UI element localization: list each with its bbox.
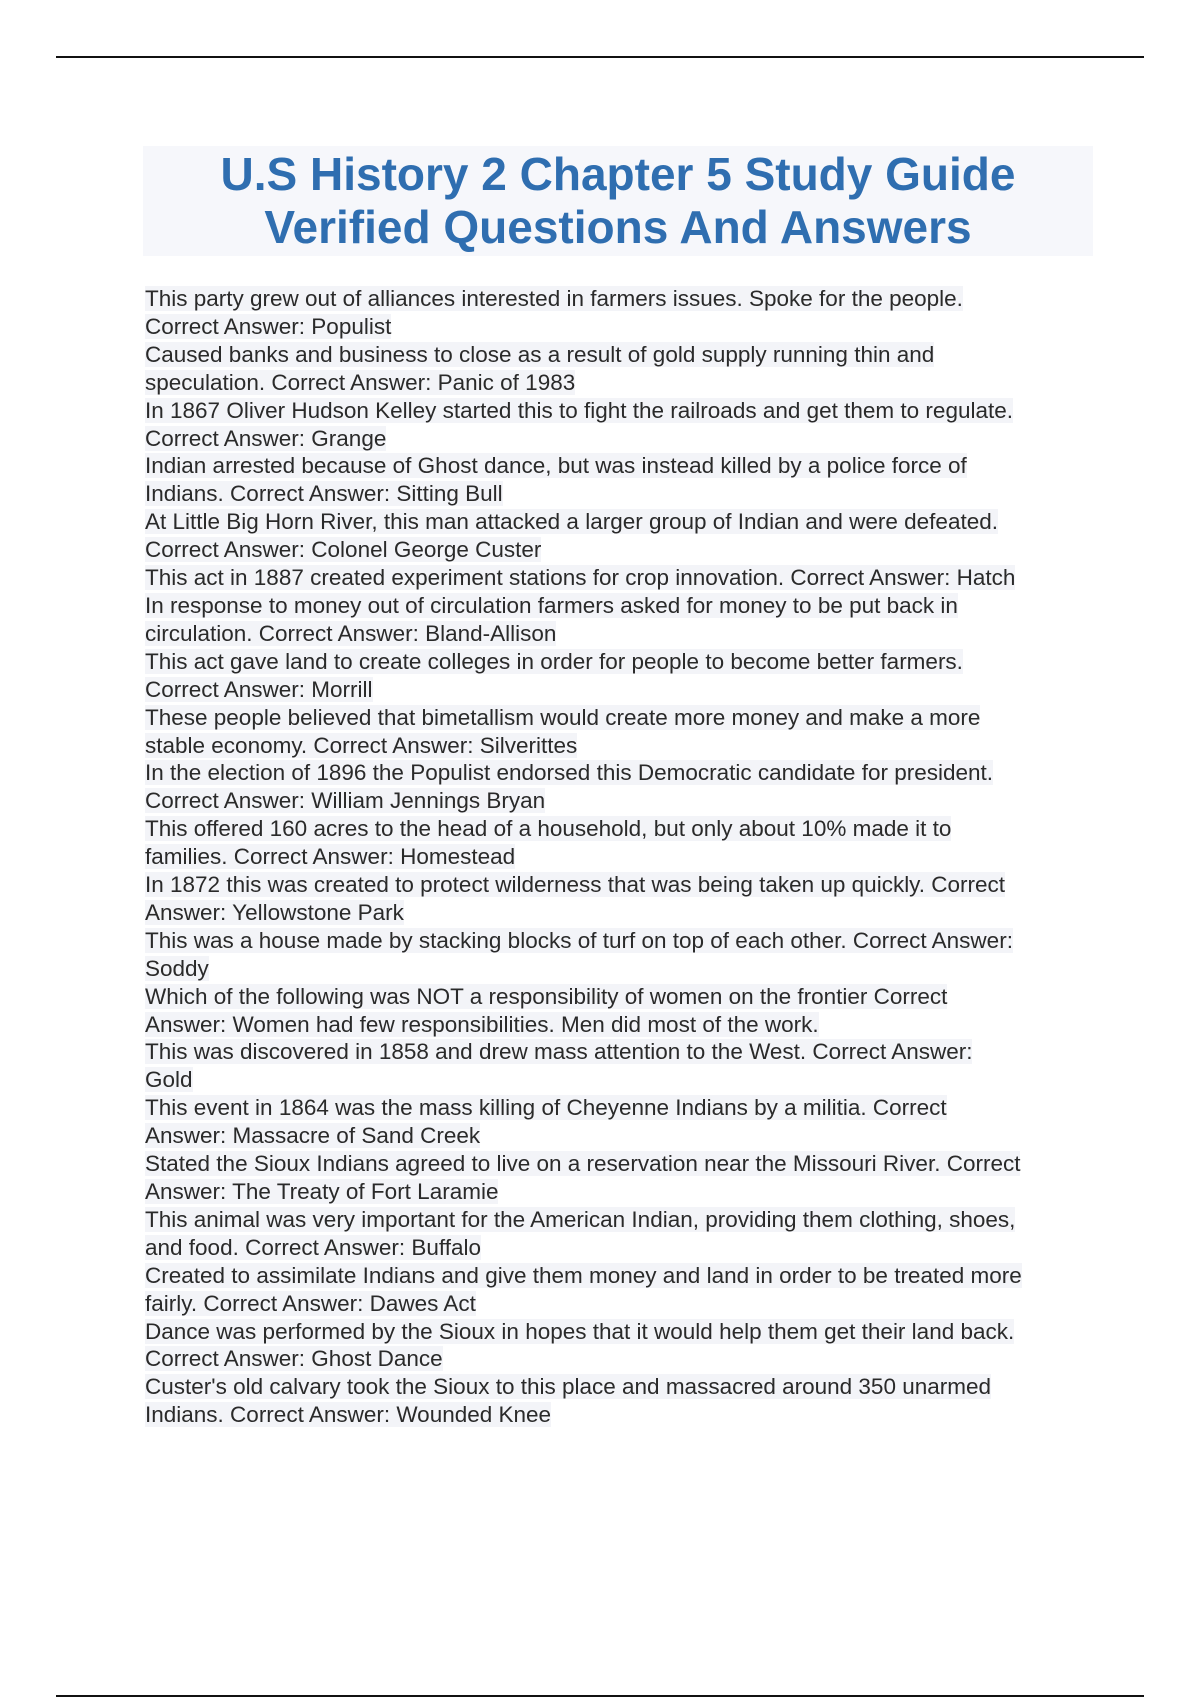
qa-line-text: Created to assimilate Indians and give them money and land in order to be treated more: [145, 1262, 1022, 1288]
qa-line-text: Custer's old calvary took the Sioux to this place and massacred around 350 unarmed: [145, 1374, 992, 1400]
qa-line-text: This party grew out of alliances interested in farmers issues. Spoke for the people.: [145, 286, 963, 311]
qa-line-text: This animal was very important for the American Indian, providing them clothing, shoes,: [145, 1206, 1016, 1232]
qa-line-text: Answer: The Treaty of Fort Laramie: [145, 1179, 499, 1204]
qa-line-text: Answer: Women had few responsibilities. Men did most of the work.: [145, 1011, 819, 1037]
qa-text-line: [145, 1206, 1095, 1234]
qa-line-text: Stated the Sioux Indians agreed to live on a reservation near the Missouri River. Correct: [145, 1151, 1021, 1177]
qa-line-text: At Little Big Horn River, this man attacked a larger group of Indian and were defeated.: [145, 509, 998, 535]
question-answer-list: [145, 285, 1095, 1429]
qa-text-line: [145, 1011, 1095, 1039]
qa-line-text: circulation. Correct Answer: Bland-Allison: [145, 620, 557, 646]
qa-line-text: This offered 160 acres to the head of a household, but only about 10% made it to: [145, 816, 952, 842]
qa-text-line: [145, 1318, 1095, 1346]
qa-line-text: Indians. Correct Answer: Sitting Bull: [145, 481, 503, 507]
qa-line-text: In response to money out of circulation farmers asked for money to be put back in: [145, 592, 958, 618]
qa-line-text: Correct Answer: Populist: [145, 313, 392, 339]
qa-line-text: fairly. Correct Answer: Dawes Act: [145, 1290, 476, 1316]
qa-text-line: [145, 843, 1095, 871]
qa-text-line: [145, 425, 1095, 453]
document-title: [143, 146, 1093, 256]
qa-text-line: [145, 1234, 1095, 1262]
qa-text-line: [145, 871, 1095, 899]
qa-text-line: [145, 480, 1095, 508]
qa-text-line: [145, 564, 1095, 592]
qa-text-line: [145, 341, 1095, 369]
qa-line-text: families. Correct Answer: Homestead: [145, 844, 516, 870]
qa-text-line: [145, 704, 1095, 732]
qa-text-line: [145, 620, 1095, 648]
title-line-1: U.S History 2 Chapter 5 Study Guide: [220, 148, 1016, 200]
qa-text-line: [145, 452, 1095, 480]
qa-line-text: Indians. Correct Answer: Wounded Knee: [145, 1402, 552, 1428]
qa-text-line: [145, 1345, 1095, 1373]
qa-text-line: [145, 508, 1095, 536]
title-line-2: Verified Questions And Answers: [264, 201, 972, 253]
qa-line-text: Answer: Massacre of Sand Creek: [145, 1123, 481, 1149]
qa-text-line: [145, 815, 1095, 843]
qa-text-line: [145, 536, 1095, 564]
qa-text-line: [145, 1150, 1095, 1178]
qa-text-line: [145, 648, 1095, 676]
qa-line-text: Correct Answer: Morrill: [145, 676, 373, 702]
qa-line-text: stable economy. Correct Answer: Silverittes: [145, 732, 578, 758]
qa-line-text: speculation. Correct Answer: Panic of 1983: [145, 369, 576, 395]
qa-text-line: [145, 1122, 1095, 1150]
qa-line-text: In the election of 1896 the Populist endorsed this Democratic candidate for president.: [145, 760, 994, 786]
qa-text-line: [145, 927, 1095, 955]
qa-text-line: [145, 397, 1095, 425]
qa-text-line: [145, 1094, 1095, 1122]
qa-line-text: This event in 1864 was the mass killing of Cheyenne Indians by a militia. Correct: [145, 1095, 947, 1121]
qa-text-line: [145, 955, 1095, 983]
qa-text-line: [145, 899, 1095, 927]
qa-line-text: Correct Answer: Grange: [145, 425, 387, 451]
qa-text-line: [145, 285, 1095, 313]
qa-line-text: Answer: Yellowstone Park: [145, 899, 404, 925]
qa-line-text: These people believed that bimetallism would create more money and make a more: [145, 704, 981, 730]
top-rule: [56, 56, 1144, 58]
qa-text-line: [145, 1373, 1095, 1401]
qa-text-line: [145, 592, 1095, 620]
qa-text-line: [145, 313, 1095, 341]
qa-line-text: Dance was performed by the Sioux in hopes that it would help them get their land back.: [145, 1318, 1015, 1344]
qa-line-text: Gold: [145, 1067, 193, 1093]
qa-text-line: [145, 1290, 1095, 1318]
qa-line-text: This act gave land to create colleges in order for people to become better farmers.: [145, 648, 963, 674]
qa-text-line: [145, 1066, 1095, 1094]
qa-text-line: [145, 787, 1095, 815]
bottom-rule: [56, 1695, 1144, 1697]
qa-text-line: [145, 732, 1095, 760]
qa-line-text: Caused banks and business to close as a result of gold supply running thin and: [145, 341, 935, 367]
qa-text-line: [145, 1178, 1095, 1206]
qa-text-line: [145, 1038, 1095, 1066]
qa-line-text: This was discovered in 1858 and drew mass attention to the West. Correct Answer:: [145, 1039, 973, 1065]
qa-line-text: In 1867 Oliver Hudson Kelley started this to fight the railroads and get them to regulate.: [145, 397, 1013, 423]
qa-line-text: Indian arrested because of Ghost dance, but was instead killed by a police force of: [145, 453, 967, 479]
qa-text-line: [145, 1262, 1095, 1290]
qa-line-text: Soddy: [145, 955, 209, 981]
qa-text-line: [145, 759, 1095, 787]
qa-line-text: This was a house made by stacking blocks of turf on top of each other. Correct Answer:: [145, 927, 1013, 953]
qa-line-text: Correct Answer: Colonel George Custer: [145, 537, 542, 563]
qa-text-line: [145, 369, 1095, 397]
qa-line-text: In 1872 this was created to protect wilderness that was being taken up quickly. Correct: [145, 872, 1006, 898]
qa-text-line: [145, 1401, 1095, 1429]
qa-text-line: [145, 676, 1095, 704]
qa-line-text: Correct Answer: William Jennings Bryan: [145, 788, 546, 814]
qa-line-text: Which of the following was NOT a responsibility of women on the frontier Correct: [145, 983, 948, 1009]
qa-line-text: and food. Correct Answer: Buffalo: [145, 1234, 482, 1260]
qa-text-line: [145, 983, 1095, 1011]
qa-line-text: Correct Answer: Ghost Dance: [145, 1346, 443, 1372]
qa-line-text: This act in 1887 created experiment stations for crop innovation. Correct Answer: Hatch: [145, 565, 1016, 591]
